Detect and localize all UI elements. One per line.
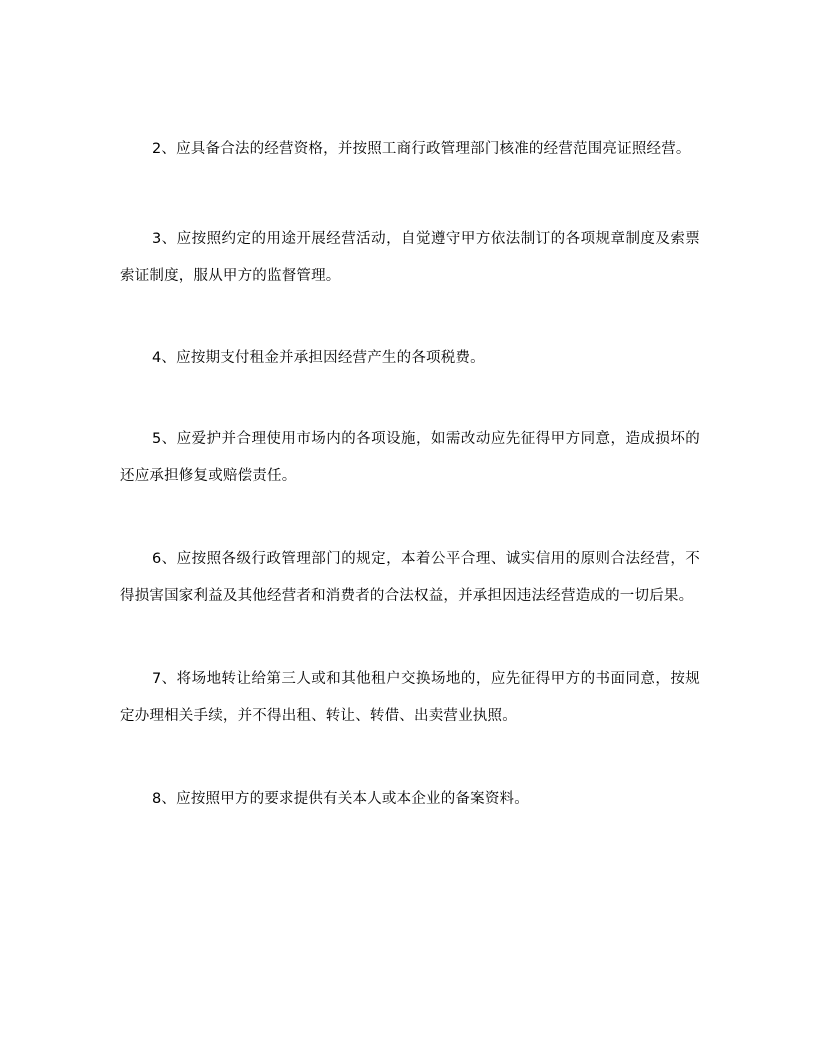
clause-7-paragraph: 7、将场地转让给第三人或和其他租户交换场地的，应先征得甲方的书面同意，按规定办理相关手续，并不得出租、转让、转借、出卖营业执照。 (120, 671, 700, 724)
clause-2-paragraph: 2、应具备合法的经营资格，并按照工商行政管理部门核准的经营范围亮证照经营。 (152, 141, 691, 157)
document-body (120, 131, 700, 863)
clause-3-paragraph: 3、应按照约定的用途开展经营活动，自觉遵守甲方依法制订的各项规章制度及索票索证制度，服从甲方的监督管理。 (120, 231, 700, 284)
clause-8-paragraph: 8、应按照甲方的要求提供有关本人或本企业的备案资料。 (152, 791, 529, 807)
clause-4-paragraph: 4、应按期支付租金并承担因经营产生的各项税费。 (152, 350, 485, 366)
clause-5-paragraph: 5、应爱护并合理使用市场内的各项设施，如需改动应先征得甲方同意，造成损坏的还应承担修复或赔偿责任。 (120, 431, 700, 484)
clause-6-paragraph: 6、应按照各级行政管理部门的规定，本着公平合理、诚实信用的原则合法经营，不得损害国家利益及其他经营者和消费者的合法权益，并承担因违法经营造成的一切后果。 (120, 551, 700, 604)
